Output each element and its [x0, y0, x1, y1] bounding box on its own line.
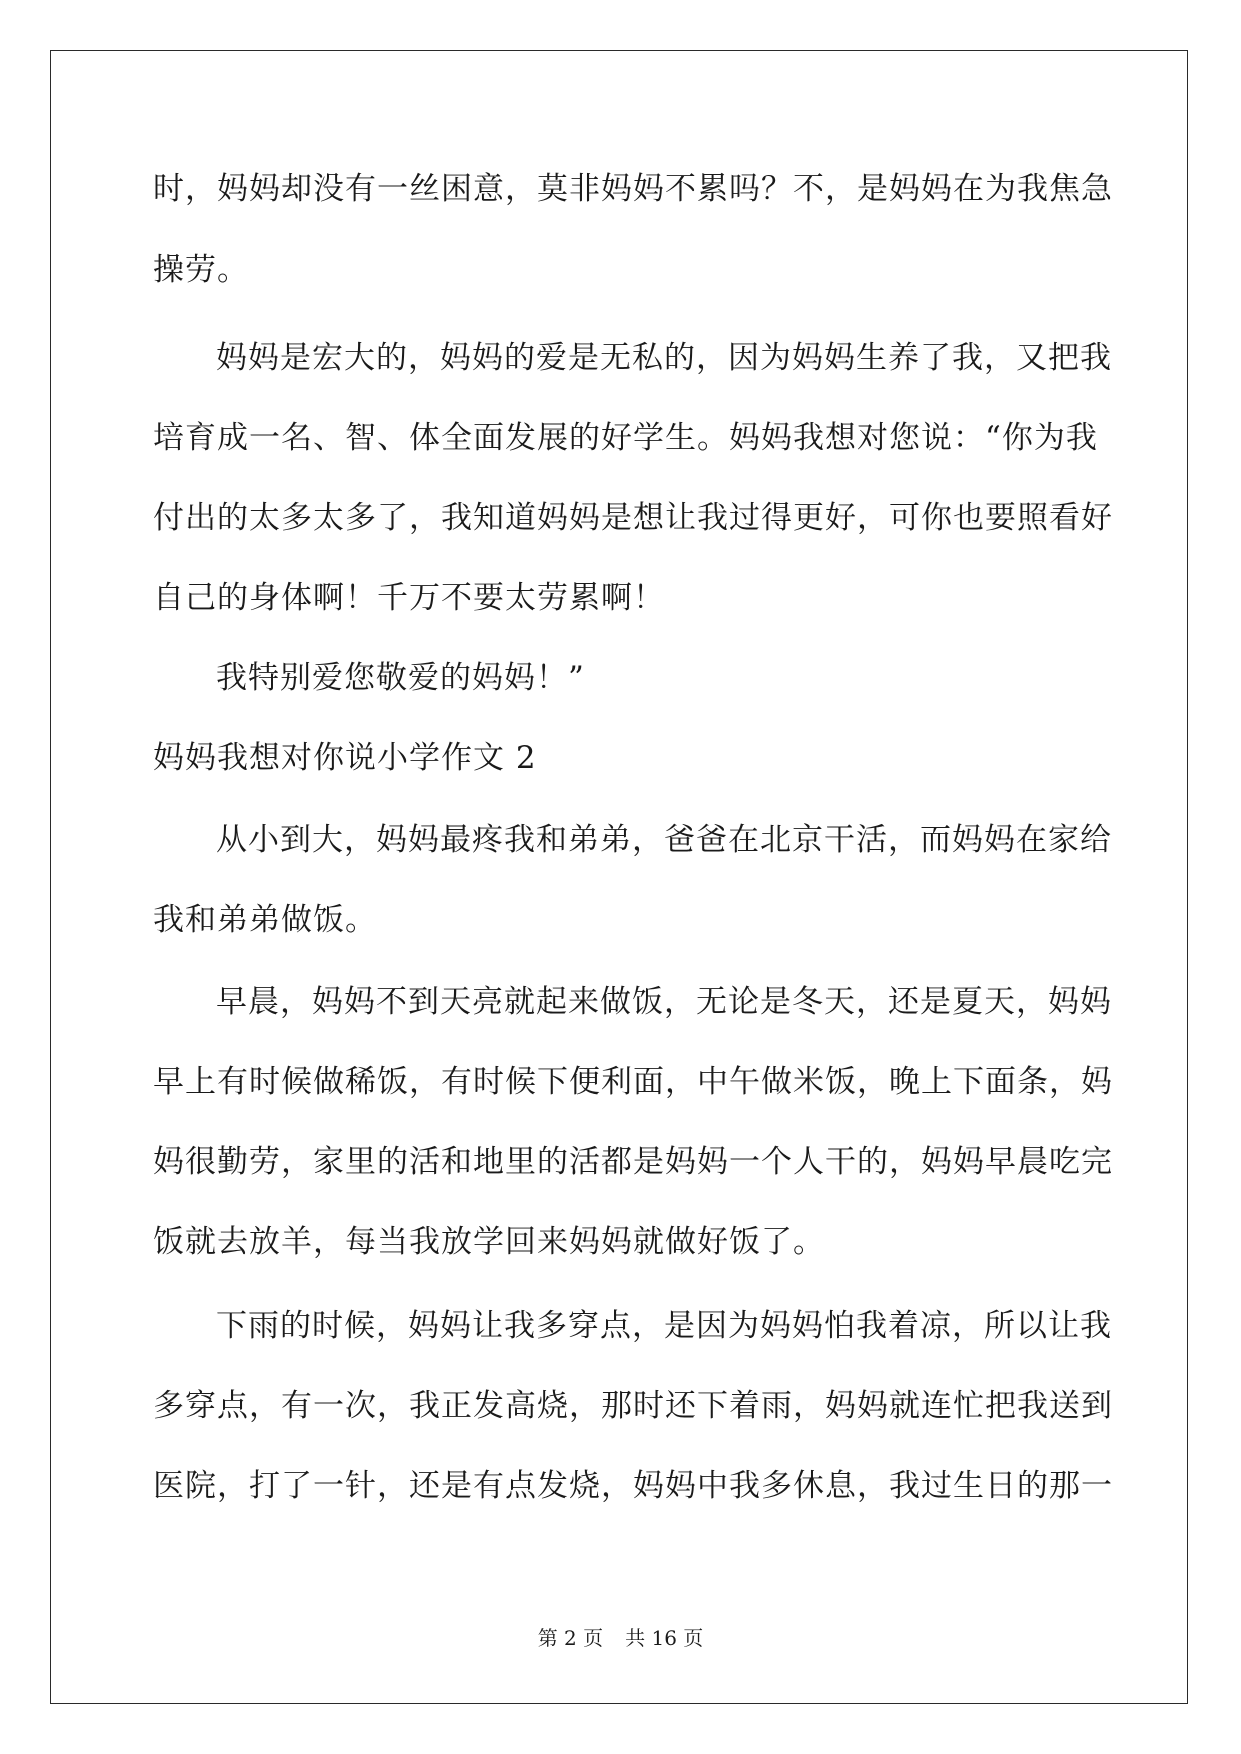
- text-line: 饭就去放羊，每当我放学回来妈妈就做好饭了。: [153, 1224, 825, 1260]
- text-line: 付出的太多太多了，我知道妈妈是想让我过得更好，可你也要照看好: [153, 500, 1113, 536]
- text-line: 医院，打了一针，还是有点发烧，妈妈中我多休息，我过生日的那一: [153, 1468, 1113, 1504]
- text-line: 培育成一名、智、体全面发展的好学生。妈妈我想对您说：“你为我: [153, 420, 1098, 456]
- text-line: 早上有时候做稀饭，有时候下便利面，中午做米饭，晚上下面条，妈: [153, 1064, 1113, 1100]
- paragraph-first-line: 下雨的时候，妈妈让我多穿点，是因为妈妈怕我着凉，所以让我: [216, 1308, 1112, 1344]
- text-line: 时，妈妈却没有一丝困意，莫非妈妈不累吗？不，是妈妈在为我焦急: [153, 171, 1113, 207]
- page-total: 共 16 页: [625, 1626, 704, 1650]
- text-line: 操劳。: [153, 252, 249, 288]
- text-line: 我和弟弟做饭。: [153, 902, 377, 938]
- paragraph-first-line: 妈妈是宏大的，妈妈的爱是无私的，因为妈妈生养了我，又把我: [216, 340, 1112, 376]
- paragraph-first-line: 早晨，妈妈不到天亮就起来做饭，无论是冬天，还是夏天，妈妈: [216, 984, 1112, 1020]
- paragraph-first-line: 从小到大，妈妈最疼我和弟弟，爸爸在北京干活，而妈妈在家给: [216, 822, 1112, 858]
- page-footer: [0, 1626, 1241, 1650]
- page-number: 第 2 页: [537, 1626, 604, 1650]
- text-line: 多穿点，有一次，我正发高烧，那时还下着雨，妈妈就连忙把我送到: [153, 1388, 1113, 1424]
- text-line: 自己的身体啊！千万不要太劳累啊！: [153, 580, 665, 616]
- text-line: 妈很勤劳，家里的活和地里的活都是妈妈一个人干的，妈妈早晨吃完: [153, 1144, 1113, 1180]
- section-title: 妈妈我想对你说小学作文 2: [153, 740, 537, 776]
- paragraph-first-line: 我特别爱您敬爱的妈妈！”: [216, 660, 585, 696]
- page-border: [50, 50, 1188, 1704]
